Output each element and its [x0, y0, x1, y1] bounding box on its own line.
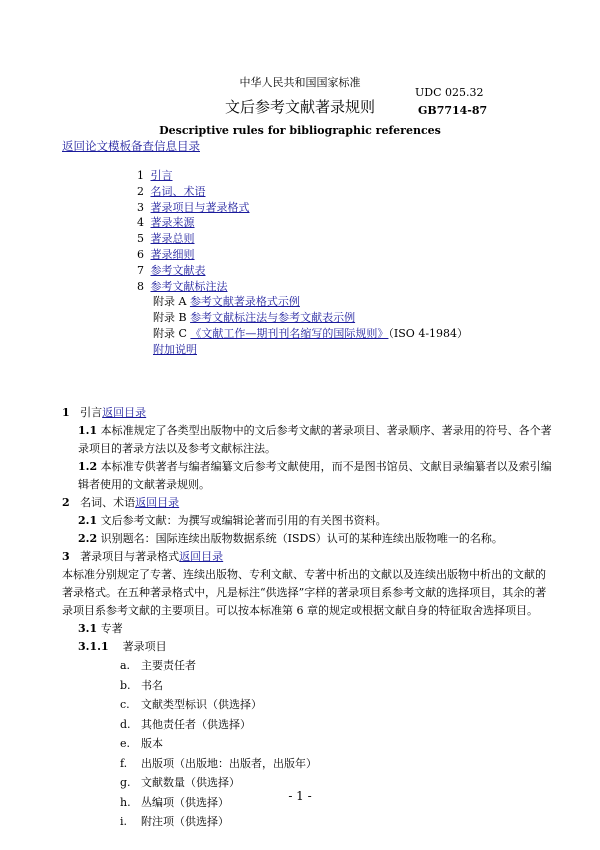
descriptive-items-list [62, 656, 552, 832]
appendix-item: 附录 C 《文献工作—期刊刊名缩写的国际规则》（ISO 4-1984） [153, 327, 469, 341]
list-item: c. 文献类型标识（供选择） [120, 698, 262, 711]
list-item: i. 附注项（供选择） [120, 815, 229, 828]
section-heading: 3 著录项目与著录格式返回目录 [62, 550, 224, 563]
section-paragraph: 2.1 文后参考文献：为撰写或编辑论著而引用的有关图书资料。 [78, 514, 387, 527]
toc-link-general-rules[interactable]: 著录总则 [150, 232, 195, 246]
section-heading: 1 引言返回目录 [62, 406, 147, 419]
subsection-heading: 3.1 专著 [78, 622, 123, 635]
appendix-item: 附录 A 参考文献著录格式示例 [153, 295, 300, 309]
section-paragraph: 1.2 本标准专供著者与编者编纂文后参考文献使用，而不是图书馆员、文献目录编纂者以及索引编辑者使用的文献著录规则。 [78, 460, 552, 491]
toc-item: 7 参考文献表 [137, 263, 206, 277]
toc-item: 1 引言 [137, 169, 173, 182]
document-title: 文后参考文献著录规则 [224, 98, 375, 116]
appendix-item [137, 342, 468, 358]
toc-item: 6 著录细则 [137, 247, 195, 261]
list-item: f. 出版项（出版地：出版者，出版年） [120, 756, 317, 770]
appendix-item: 附录 B 参考文献标注法与参考文献表示例 [153, 311, 356, 325]
gb-code: GB7714-87 [418, 104, 488, 117]
list-item: d. 其他责任者（供选择） [120, 717, 251, 731]
appendix-b-link[interactable]: 参考文献标注法与参考文献表示例 [190, 311, 356, 325]
udc-code: UDC 025.32 [415, 86, 484, 99]
toc-link-terms[interactable]: 名词、术语 [150, 184, 206, 198]
page-number: - 1 - [288, 789, 312, 803]
subsection-heading: 3.1.1 著录项目 [78, 640, 167, 653]
back-to-toc-link[interactable]: 返回目录 [135, 496, 180, 509]
section-paragraph: 本标准分别规定了专著、连续出版物、专利文献、专著中析出的文献以及连续出版物中析出的文献的著录格式。在五种著录格式中，凡是标注“供选择”字样的著录项目系参考文献的选择项目，其余的著录项目系参考文献的主要项目。可以按本标准第 6 章的规定或根据文献自身的特征取舍选择项目。 [62, 568, 547, 617]
back-to-template-index-link[interactable]: 返回论文模板备查信息目录 [62, 139, 200, 153]
table-of-contents [137, 168, 468, 358]
toc-item: 4 著录来源 [137, 216, 195, 230]
toc-link-sources[interactable]: 著录来源 [150, 216, 195, 230]
toc-item: 3 著录项目与著录格式 [137, 200, 250, 214]
toc-item: 2 名词、术语 [137, 184, 206, 198]
toc-link-reference-list[interactable]: 参考文献表 [150, 263, 206, 277]
english-title: Descriptive rules for bibliographic references [159, 124, 441, 137]
section-heading: 2 名词、术语返回目录 [62, 496, 180, 509]
toc-item: 5 著录总则 [137, 232, 195, 246]
list-item: a. 主要责任者 [120, 659, 196, 672]
toc-link-introduction[interactable]: 引言 [150, 169, 173, 182]
appendix-a-link[interactable]: 参考文献著录格式示例 [189, 295, 300, 309]
toc-link-detailed-rules[interactable]: 著录细则 [150, 247, 195, 261]
section-paragraph: 2.2 识别题名：国际连续出版物数据系统（ISDS）认可的某种连续出版物唯一的名称。 [78, 532, 503, 545]
list-item: b. 书名 [120, 678, 163, 692]
list-item: h. 丛编项（供选择） [120, 795, 229, 809]
toc-item: 8 参考文献标注法 [137, 279, 228, 293]
section-paragraph: 1.1 本标准规定了各类型出版物中的文后参考文献的著录项目、著录顺序、著录用的符号、各个著录项目的著录方法以及参考文献标注法。 [78, 424, 552, 455]
back-to-toc-link[interactable]: 返回目录 [102, 406, 147, 419]
toc-link-items-format[interactable]: 著录项目与著录格式 [150, 200, 250, 214]
toc-link-citation-method[interactable]: 参考文献标注法 [150, 279, 228, 293]
additional-notes-link[interactable]: 附加说明 [153, 343, 197, 357]
list-item: g. 文献数量（供选择） [120, 776, 240, 789]
document-body [62, 404, 552, 832]
list-item: e. 版本 [120, 737, 163, 750]
issuing-country: 中华人民共和国国家标准 [239, 76, 361, 89]
appendix-c-link[interactable]: 《文献工作—期刊刊名缩写的国际规则》 [190, 327, 389, 341]
back-to-toc-link[interactable]: 返回目录 [179, 550, 224, 563]
